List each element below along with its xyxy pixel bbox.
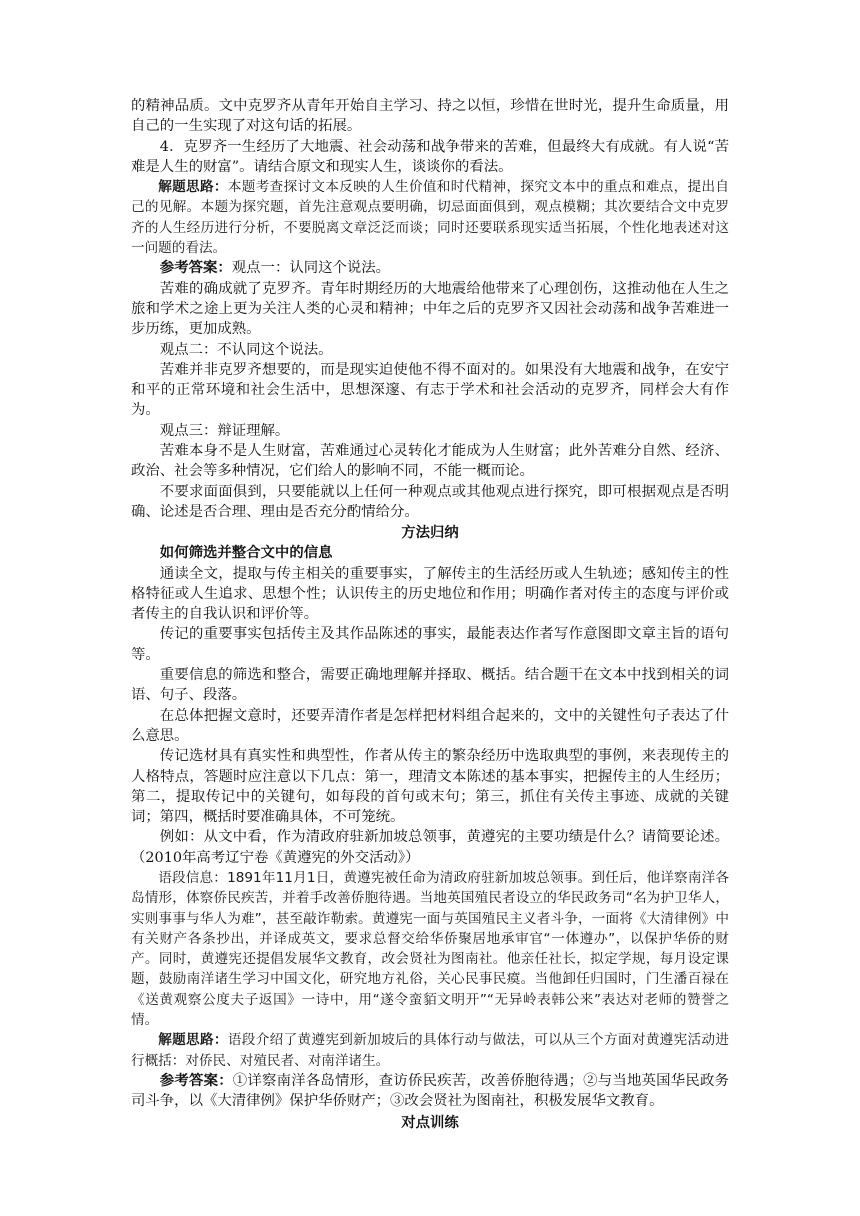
section-heading-method: 方法归纳 — [401, 524, 459, 542]
paragraph: 苦难本身不是人生财富，苦难通过心灵转化才能成为人生财富；此外苦难分自然、经济、政治、社会等多种情况，它们给人的影响不同，不能一概而论。 — [131, 443, 729, 480]
paragraph: 通读全文，提取与传主相关的重要事实，了解传主的生活经历或人生轨迹；感知传主的性格特征或人生追求、思想个性；认识传主的历史地位和作用；明确作者对传主的态度与评价或者传主的自我认识和评价等。 — [131, 565, 729, 623]
solution-thinking-label: 解题思路： — [158, 1032, 228, 1049]
paragraph: 苦难的确成就了克罗齐。青年时期经历的大地震给他带来了心理创伤，这推动他在人生之旅和学术之途上更为关注人类的心灵和精神；中年之后的克罗齐又因社会动荡和战争苦难进一步历练，更加成熟。 — [131, 280, 729, 338]
reference-answer-label: 参考答案： — [159, 259, 232, 277]
example-question: 例如：从文中看，作为清政府驻新加坡总领事，黄遵宪的主要功绩是什么？请简要论述。（2010年高考辽宁卷《黄遵宪的外交活动》） — [131, 829, 729, 866]
solution-thinking-label: 解题思路： — [158, 179, 228, 196]
solution-thinking: 解题思路：本题考查探讨文本反映的人生价值和时代精神，探究文本中的重点和难点，提出自己的见解。本题为探究题，首先注意观点要明确，切忌面面俱到，观点模糊；其次要结合文中克罗齐的人生经历进行分析，不要脱离文章泛泛而谈；同时还要联系现实适当拓展，个性化地表述对这一问题的看法。 — [131, 179, 730, 257]
paragraph: 传记的重要事实包括传主及其作品陈述的事实，最能表达作者写作意图即文章主旨的语句等。 — [131, 626, 729, 663]
paragraph: 在总体把握文意时，还要弄清作者是怎样把材料组合起来的，文中的关键性句子表达了什么意思。 — [131, 707, 729, 744]
reference-answer-label: 参考答案： — [159, 1071, 233, 1089]
solution-thinking: 解题思路：语段介绍了黄遵宪到新加坡后的具体行动与做法，可以从三个方面对黄遵宪活动进行概括：对侨民、对殖民者、对南洋诸生。 — [131, 1032, 730, 1069]
paragraph: 传记选材具有真实性和典型性，作者从传主的繁杂经历中选取典型的事例，来表现传主的人格特点，答题时应注意以下几点：第一，理清文本陈述的基本事实，把握传主的人生经历；第二，提取传记中的关键句，如每段的首句或末句；第三，抓住有关传主事迹、成就的关键词；第四，概括时要准确具体，不可笼统。 — [131, 748, 729, 826]
paragraph: 不要求面面俱到，只要能就以上任何一种观点或其他观点进行探究，即可根据观点是否明确、论述是否合理、理由是否充分酌情给分。 — [131, 483, 729, 520]
section-subheading: 如何筛选并整合文中的信息 — [159, 544, 333, 562]
paragraph: 观点三：辩证理解。 — [159, 422, 290, 439]
paragraph: 观点二：不认同这个说法。 — [159, 341, 333, 358]
section-heading-practice: 对点训练 — [401, 1113, 459, 1131]
reference-answer: 参考答案：观点一：认同这个说法。 — [159, 259, 391, 277]
question-4: 4．克罗齐一生经历了大地震、社会动荡和战争带来的苦难，但最终大有成就。有人说“苦难是人生的财富”。请结合原文和现实人生，谈谈你的看法。 — [131, 138, 729, 175]
passage-info: 语段信息：1891年11月1日，黄遵宪被任命为清政府驻新加坡总领事。到任后，他详察南洋各岛情形，体察侨民疾苦，并着手改善侨胞待遇。当地英国殖民者设立的华民政务司“名为护卫华人，实则事事与华人为难”，甚至敲诈勒索。黄遵宪一面与英国殖民主义者斗争，一面将《大清律例》中有关财产各条抄出，并译成英文，要求总督交给华侨聚居地承审官“一体遵办”，以保护华侨的财产。同时，黄遵宪还提倡发展华文教育，改会贤社为图南社。他亲任社长，拟定学规，每月设定课题，鼓励南洋诸生学习中国文化，研究地方礼俗，关心民事民瘼。当他卸任归国时，门生潘百禄在《送黄观察公度夫子返国》一诗中，用“遂令蛮貊文明开”“无异岭表韩公来”表达对老师的赞誉之情。 — [131, 869, 729, 1029]
paragraph: 苦难并非克罗齐想要的，而是现实迫使他不得不面对的。如果没有大地震和战争，在安宁和平的正常环境和社会生活中，思想深邃、有志于学术和社会活动的克罗齐，同样会大有作为。 — [131, 361, 729, 419]
paragraph: 的精神品质。文中克罗齐从青年开始自主学习、持之以恒，珍惜在世时光，提升生命质量，用自己的一生实现了对这句话的拓展。 — [131, 98, 729, 135]
reference-answer: 参考答案：①详察南洋各岛情形，查访侨民疾苦，改善侨胞待遇；②与当地英国华民政务司斗争，以《大清律例》保护华侨财产；③改会贤社为图南社，积极发展华文教育。 — [131, 1071, 729, 1110]
document-page — [131, 96, 729, 1133]
paragraph: 重要信息的筛选和整合，需要正确地理解并择取、概括。结合题干在文本中找到相关的词语、句子、段落。 — [131, 667, 729, 704]
